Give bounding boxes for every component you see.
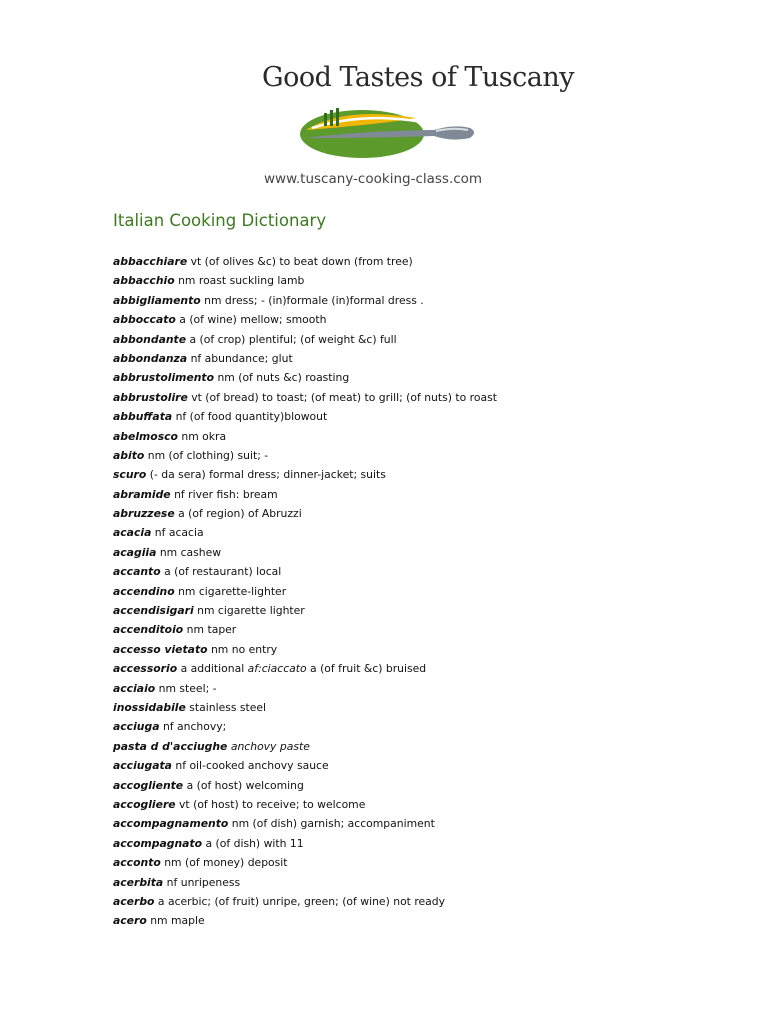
dictionary-entry xyxy=(113,330,733,349)
entry-term: abbacchiare xyxy=(113,255,188,268)
entry-definition: a (of restaurant) local xyxy=(164,565,282,579)
dictionary-entry xyxy=(113,582,733,601)
entry-definition: vt (of host) to receive; to welcome xyxy=(179,797,366,811)
dictionary-entry xyxy=(113,834,733,853)
entry-definition: vt (of olives &c) to beat down (from tree) xyxy=(190,255,413,268)
entry-term: accogliere xyxy=(113,797,176,811)
entry-term: acerbo xyxy=(113,894,155,908)
dictionary-entry xyxy=(113,504,733,523)
entry-term: accessorio xyxy=(113,662,178,676)
entry-definition: nm cigarette-lighter xyxy=(178,584,287,598)
entry-definition: nf abundance; glut xyxy=(190,351,293,365)
entry-definition: a (of dish) with 11 xyxy=(205,836,304,850)
entry-term: abbigliamento xyxy=(113,293,201,307)
page-title: Italian Cooking Dictionary xyxy=(113,211,327,230)
dictionary-entry xyxy=(113,640,733,659)
entry-term: abbrustolire xyxy=(113,390,188,404)
dictionary-entry xyxy=(113,717,733,736)
dictionary-entry xyxy=(113,407,733,426)
entry-definition: nm maple xyxy=(150,914,205,928)
entry-term: abbrustolimento xyxy=(113,371,214,385)
entry-term: acagiia xyxy=(113,545,157,559)
entry-definition: vt (of bread) to toast; (of meat) to grill; (of nuts) to roast xyxy=(191,390,497,404)
dictionary-entry xyxy=(113,776,733,795)
entry-term: accendisigari xyxy=(113,604,194,618)
entry-definition: nm roast suckling lamb xyxy=(178,274,305,288)
entry-definition: nm (of money) deposit xyxy=(164,856,288,870)
dictionary-entry xyxy=(113,368,733,387)
entry-term: accenditoio xyxy=(113,623,184,637)
dictionary-entry xyxy=(113,291,733,310)
logo-url: www.tuscany-cooking-class.com xyxy=(264,171,483,187)
dictionary-entry xyxy=(113,446,733,465)
entry-definition: nf acacia xyxy=(154,526,204,540)
entry-definition: nm okra xyxy=(181,429,227,443)
entry-definition: nm dress; - (in)formale (in)formal dress . xyxy=(204,293,424,307)
dictionary-list xyxy=(113,252,733,931)
dictionary-entry xyxy=(113,814,733,833)
dictionary-entry xyxy=(113,349,733,368)
dictionary-entry xyxy=(113,892,733,911)
entry-definition: nf unripeness xyxy=(166,875,241,889)
dictionary-entry xyxy=(113,271,733,290)
entry-definition: nm taper xyxy=(186,623,237,637)
entry-term: acciuga xyxy=(113,720,160,734)
entry-subdefinition: a (of fruit &c) bruised xyxy=(310,662,427,676)
dictionary-entry xyxy=(113,679,733,698)
dictionary-entry xyxy=(113,252,733,271)
entry-term: abbondante xyxy=(113,332,187,346)
dictionary-entry xyxy=(113,310,733,329)
entry-definition: nm steel; - xyxy=(158,681,217,695)
entry-term: accompagnato xyxy=(113,836,203,850)
entry-term: abramide xyxy=(113,487,171,501)
entry-term: accesso vietato xyxy=(113,642,208,656)
entry-definition: nm (of clothing) suit; - xyxy=(147,448,269,462)
dictionary-entry xyxy=(113,427,733,446)
entry-definition: nf oil-cooked anchovy sauce xyxy=(175,759,329,773)
entry-term: abito xyxy=(113,448,145,462)
logo xyxy=(258,52,575,194)
dictionary-entry xyxy=(113,853,733,872)
dictionary-entry xyxy=(113,911,733,930)
dictionary-entry xyxy=(113,659,733,678)
entry-term: acacia xyxy=(113,526,152,540)
entry-definition: a (of crop) plentiful; (of weight &c) full xyxy=(189,332,397,346)
entry-definition: nm cashew xyxy=(159,545,222,559)
entry-definition: a additional xyxy=(180,662,245,676)
entry-term: scuro xyxy=(113,468,147,482)
entry-term: acciugata xyxy=(113,759,172,773)
entry-definition: nf anchovy; xyxy=(162,720,227,734)
dictionary-entry xyxy=(113,756,733,775)
entry-term: abbuffata xyxy=(113,410,173,424)
entry-term: acerbita xyxy=(113,875,164,889)
entry-definition: (- da sera) formal dress; dinner-jacket; suits xyxy=(149,468,386,482)
entry-definition: nm (of nuts &c) roasting xyxy=(217,371,350,385)
entry-term: acero xyxy=(113,914,147,928)
dictionary-entry xyxy=(113,485,733,504)
entry-definition: nm no entry xyxy=(210,642,278,656)
entry-term: abruzzese xyxy=(113,507,175,521)
entry-definition: a (of wine) mellow; smooth xyxy=(179,313,327,327)
entry-term: accendino xyxy=(113,584,175,598)
entry-definition: stainless steel xyxy=(189,700,267,714)
dictionary-entry xyxy=(113,698,733,717)
entry-subterm: af:ciaccato xyxy=(247,662,307,676)
spoon-logo-icon xyxy=(284,100,484,168)
dictionary-entry xyxy=(113,543,733,562)
entry-definition: a acerbic; (of fruit) unripe, green; (of wine) not ready xyxy=(157,894,446,908)
dictionary-entry xyxy=(113,388,733,407)
entry-term: accanto xyxy=(113,565,161,579)
dictionary-entry xyxy=(113,737,733,756)
entry-definition: nf river fish: bream xyxy=(174,487,278,501)
entry-term: abbondanza xyxy=(113,351,188,365)
entry-definition: nm (of dish) garnish; accompaniment xyxy=(231,817,435,831)
dictionary-entry xyxy=(113,523,733,542)
dictionary-entry xyxy=(113,620,733,639)
entry-definition: a (of region) of Abruzzi xyxy=(178,507,302,521)
entry-definition: nm cigarette lighter xyxy=(197,604,305,618)
entry-definition: nf (of food quantity)blowout xyxy=(175,410,328,424)
entry-term: inossidabile xyxy=(113,700,186,714)
entry-term: abelmosco xyxy=(113,429,178,443)
entry-term: accogliente xyxy=(113,778,184,792)
entry-term: acciaio xyxy=(113,681,156,695)
dictionary-entry xyxy=(113,873,733,892)
entry-definition: a (of host) welcoming xyxy=(186,778,304,792)
logo-title: Good Tastes of Tuscany xyxy=(262,62,575,93)
entry-term: acconto xyxy=(113,856,161,870)
entry-term: pasta d d'acciughe xyxy=(113,739,228,753)
entry-subterm: anchovy paste xyxy=(230,739,310,753)
dictionary-entry xyxy=(113,562,733,581)
dictionary-entry xyxy=(113,465,733,484)
dictionary-entry xyxy=(113,795,733,814)
dictionary-entry xyxy=(113,601,733,620)
entry-term: abbacchio xyxy=(113,274,175,288)
entry-term: accompagnamento xyxy=(113,817,229,831)
entry-term: abboccato xyxy=(113,313,176,327)
